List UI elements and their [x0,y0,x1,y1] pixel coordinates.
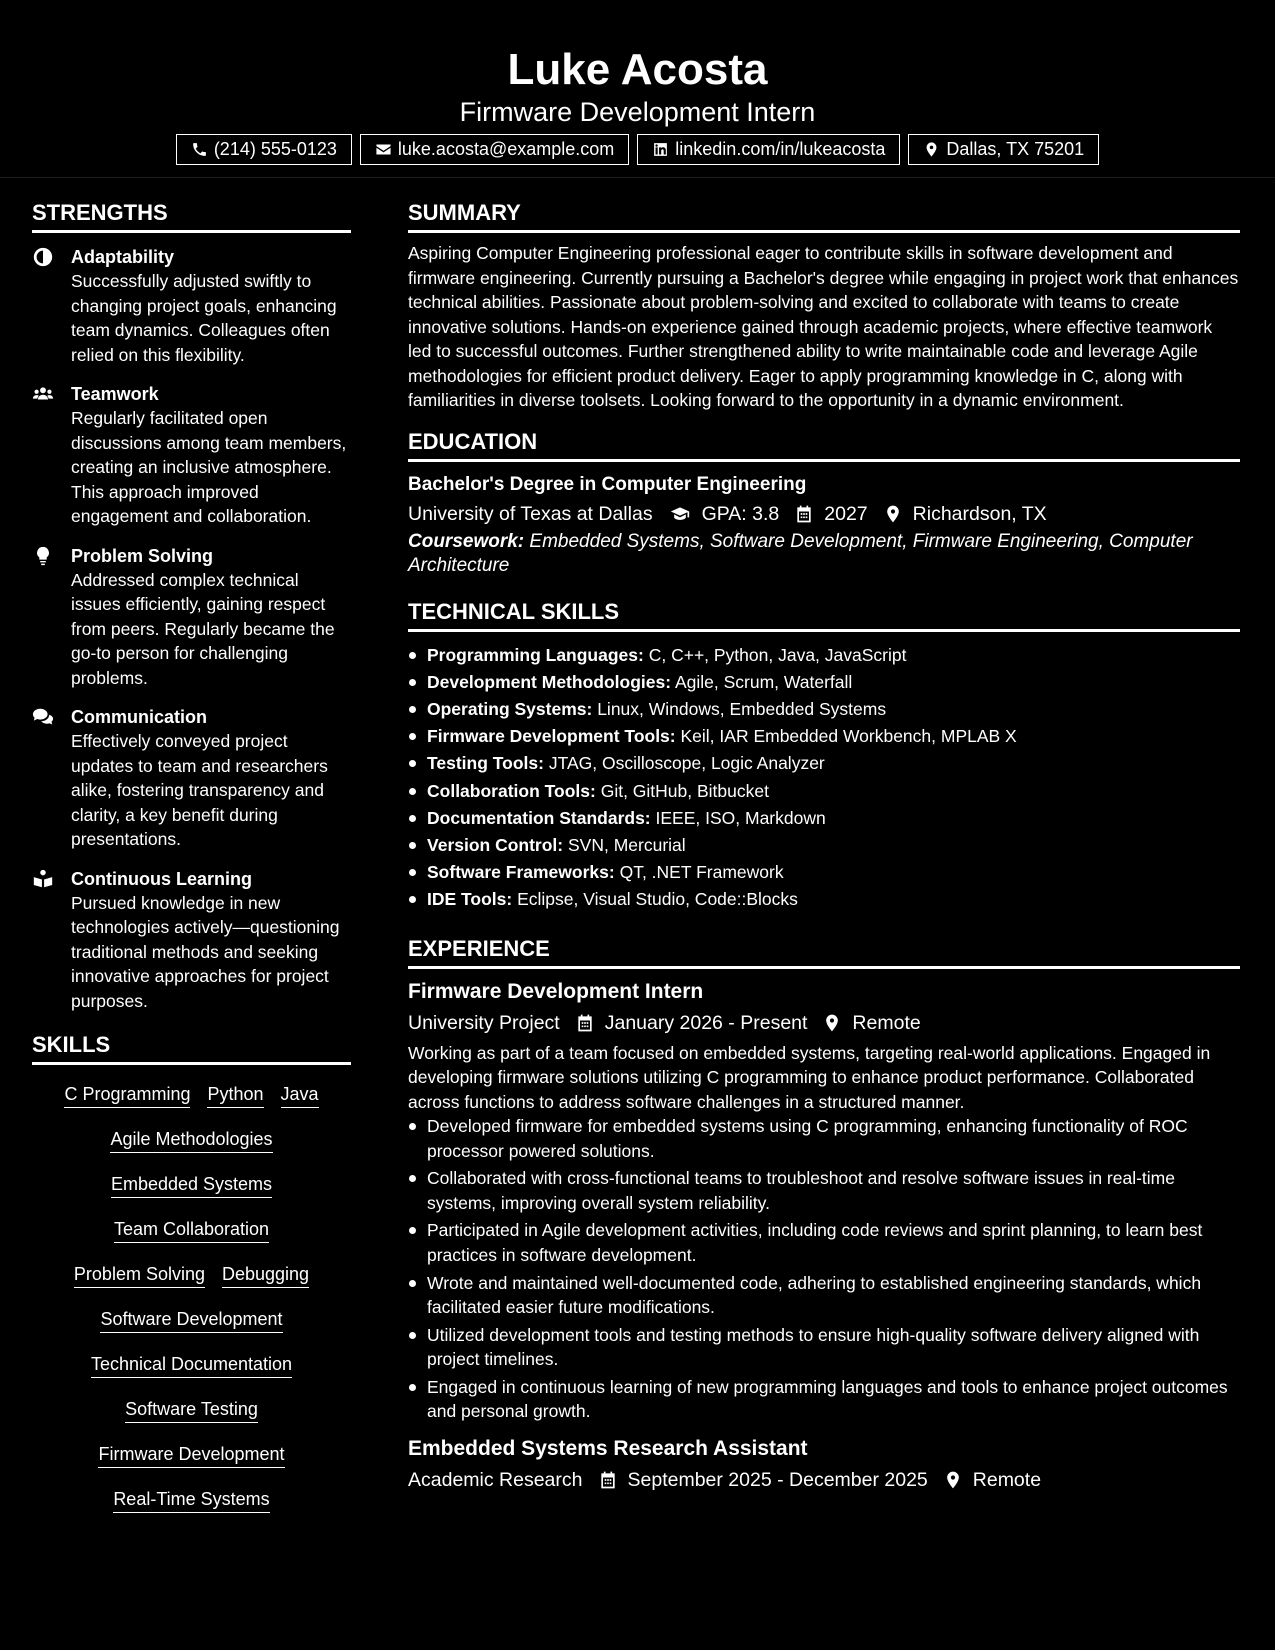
skill-category: Testing Tools: [427,753,544,774]
school-location: Richardson, TX [912,502,1047,525]
skills-row [32,1167,351,1212]
job-entry [408,1434,1240,1496]
skill-category: Software Frameworks: [427,862,615,883]
envelope-icon [375,141,392,158]
strength-title: Communication [71,707,208,727]
job-org: University Project [408,1011,560,1034]
job-description: Working as part of a team focused on embedded systems, targeting real-world applications. Engaged in developing firmware solutions utilizing C programming to enhance product performance. Collaborated across functions to address software challenges in a structured manner. [408,1042,1211,1112]
skill-category: Development Methodologies: [427,671,672,692]
map-pin-icon [923,141,940,158]
resume-header [0,0,1275,178]
list-item [408,750,1240,777]
job-bullets [408,1114,1240,1424]
linkedin-icon [652,141,669,158]
skills-row [32,1077,351,1122]
graduation-year: 2027 [824,502,868,525]
job-entry [408,977,1240,1424]
right-column [408,196,1240,1496]
skill-values: IEEE, ISO, Markdown [655,807,826,828]
skill-tag: Software Testing [125,1396,258,1423]
left-column [32,196,351,1527]
skill-tag: Problem Solving [74,1261,205,1288]
book-reader-icon [32,868,54,890]
school-name: University of Texas at Dallas [408,502,653,525]
list-item [408,859,1240,886]
skill-category: Collaboration Tools: [427,780,596,801]
skills-row [32,1257,351,1302]
skills-heading: SKILLS [32,1028,351,1065]
users-icon [32,383,54,405]
email-text: luke.acosta@example.com [397,139,615,159]
strength-item [32,245,351,367]
skills-row [32,1392,351,1437]
coursework-list: Embedded Systems, Software Development, Firmware Engineering, Computer Architecture [408,530,1193,576]
calendar-icon [575,1013,595,1033]
strength-item [32,867,351,1014]
calendar-icon [794,504,814,524]
list-item: Utilized development tools and testing methods to ensure high-quality software delivery aligned with project timelines. [408,1323,1240,1372]
skill-values: SVN, Mercurial [568,834,686,855]
strength-title: Continuous Learning [71,868,252,889]
calendar-icon [598,1470,618,1490]
coursework-label: Coursework: [408,530,525,552]
list-item [408,642,1240,669]
strength-item [32,544,351,691]
list-item: Developed firmware for embedded systems using C programming, enhancing functionality of ROC processor powered solutions. [408,1114,1240,1163]
linkedin-text: linkedin.com/in/lukeacosta [675,139,886,159]
skills-list [32,1077,351,1527]
summary-heading: SUMMARY [408,196,1240,233]
job-location: Remote [972,1468,1042,1491]
candidate-name: Luke Acosta [507,45,768,94]
skill-category: Firmware Development Tools: [427,726,676,747]
skill-values: Git, GitHub, Bitbucket [600,780,769,801]
list-item [408,669,1240,696]
strength-description: Successfully adjusted swiftly to changing project goals, enhancing team dynamics. Colleagues often relied on this flexibility. [71,271,337,365]
map-pin-icon [883,504,903,524]
job-location: Remote [852,1011,921,1034]
skill-tag: Technical Documentation [91,1351,292,1378]
strengths-heading: STRENGTHS [32,196,351,233]
contact-bar [0,134,1275,165]
job-org: Academic Research [408,1468,583,1491]
summary-text: Aspiring Computer Engineering professional eager to contribute skills in software development and firmware engineering. Currently pursuing a Bachelor's degree while engaging in project work that enhances technical abilities. Passionate about problem-solving and excited to collaborate with teams to create innovative solutions. Hands-on experience gained through academic projects, where effective teamwork led to successful outcomes. Further strengthened ability to write maintainable code and leverage Agile methodologies for efficient product delivery. Eager to apply programming knowledge in C, along with familiarities in diverse toolsets. Looking forward to the opportunity in a dynamic environment. [408,243,1239,410]
contact-location[interactable] [908,134,1099,165]
strength-description: Effectively conveyed project updates to team and researchers alike, fostering transparency and clarity, a key benefit during presentations. [71,731,328,849]
skill-values: Keil, IAR Embedded Workbench, MPLAB X [680,726,1017,747]
skill-tag: C Programming [64,1081,190,1108]
contact-email[interactable] [360,134,629,165]
candidate-headline: Firmware Development Intern [459,97,816,127]
skill-tag: Java [281,1081,319,1108]
strength-description: Pursued knowledge in new technologies actively—questioning traditional methods and seeking innovative approaches for project purposes. [71,892,340,1011]
skill-values: QT, .NET Framework [619,862,784,883]
strength-title: Problem Solving [71,545,214,566]
skill-category: Programming Languages: [427,644,644,665]
job-meta [408,1007,1240,1039]
map-pin-icon [822,1013,842,1033]
skill-values: JTAG, Oscilloscope, Logic Analyzer [548,753,825,774]
strength-description: Regularly facilitated open discussions among team members, creating an inclusive atmosphere. This approach improved engagement and collaboration. [71,408,347,526]
skill-values: Agile, Scrum, Waterfall [674,671,853,692]
list-item [408,696,1240,723]
skill-category: Version Control: [427,834,564,855]
list-item [408,778,1240,805]
skill-category: Operating Systems: [427,698,593,719]
skills-row [32,1482,351,1527]
job-title: Embedded Systems Research Assistant [408,1436,808,1460]
skill-tag: Real-Time Systems [113,1486,269,1513]
education-meta [408,498,1240,530]
list-item: Participated in Agile development activities, including code reviews and sprint planning, to learn best practices in software development. [408,1218,1240,1267]
job-dates: January 2026 - Present [604,1011,808,1034]
skill-category: Documentation Standards: [427,807,651,828]
skill-tag: Embedded Systems [111,1171,272,1198]
list-item [408,832,1240,859]
skill-tag: Debugging [222,1261,309,1288]
phone-text: (214) 555-0123 [213,139,337,159]
strength-item [32,382,351,529]
half-circle-icon [32,246,54,268]
coursework [408,530,1240,579]
contact-phone[interactable] [176,134,352,165]
comments-icon [32,706,54,728]
list-item: Collaborated with cross-functional teams to troubleshoot and resolve software issues in real-time systems, improving overall system reliability. [408,1166,1240,1215]
job-dates: September 2025 - December 2025 [627,1468,928,1491]
list-item: Engaged in continuous learning of new programming languages and tools to enhance project outcomes and personal growth. [408,1375,1240,1424]
list-item [408,805,1240,832]
skill-tag: Software Development [100,1306,282,1333]
strength-item [32,705,351,852]
strength-title: Adaptability [71,247,175,267]
job-meta [408,1464,1240,1496]
degree-title: Bachelor's Degree in Computer Engineering [408,473,807,495]
graduation-cap-icon [668,504,692,524]
skills-row [32,1302,351,1347]
list-item [408,886,1240,913]
gpa-text: GPA: 3.8 [701,502,780,525]
skill-tag: Agile Methodologies [110,1126,272,1153]
skill-tag: Firmware Development [98,1441,284,1468]
technical-skills-heading: TECHNICAL SKILLS [408,595,1240,632]
skills-row [32,1212,351,1257]
skill-category: IDE Tools: [427,889,513,910]
skill-values: C, C++, Python, Java, JavaScript [648,644,907,665]
experience-heading: EXPERIENCE [408,932,1240,969]
list-item: Wrote and maintained well-documented code, adhering to established engineering standards, which facilitated easier future modifications. [408,1271,1240,1320]
technical-skills-list [408,642,1240,914]
skills-row [32,1122,351,1167]
skills-row [32,1347,351,1392]
strength-title: Teamwork [71,384,159,404]
map-pin-icon [943,1470,963,1490]
contact-linkedin[interactable] [637,134,900,165]
skill-values: Linux, Windows, Embedded Systems [597,698,887,719]
education-heading: EDUCATION [408,425,1240,462]
strength-description: Addressed complex technical issues efficiently, gaining respect from peers. Regularly became the go-to person for challenging problems. [71,569,335,688]
skill-tag: Team Collaboration [114,1216,269,1243]
skill-tag: Python [207,1081,263,1108]
skill-values: Eclipse, Visual Studio, Code::Blocks [517,889,798,910]
location-text: Dallas, TX 75201 [946,139,1085,159]
job-title: Firmware Development Intern [408,979,704,1003]
list-item [408,723,1240,750]
lightbulb-icon [32,545,54,567]
skills-row [32,1437,351,1482]
phone-icon [191,141,208,158]
